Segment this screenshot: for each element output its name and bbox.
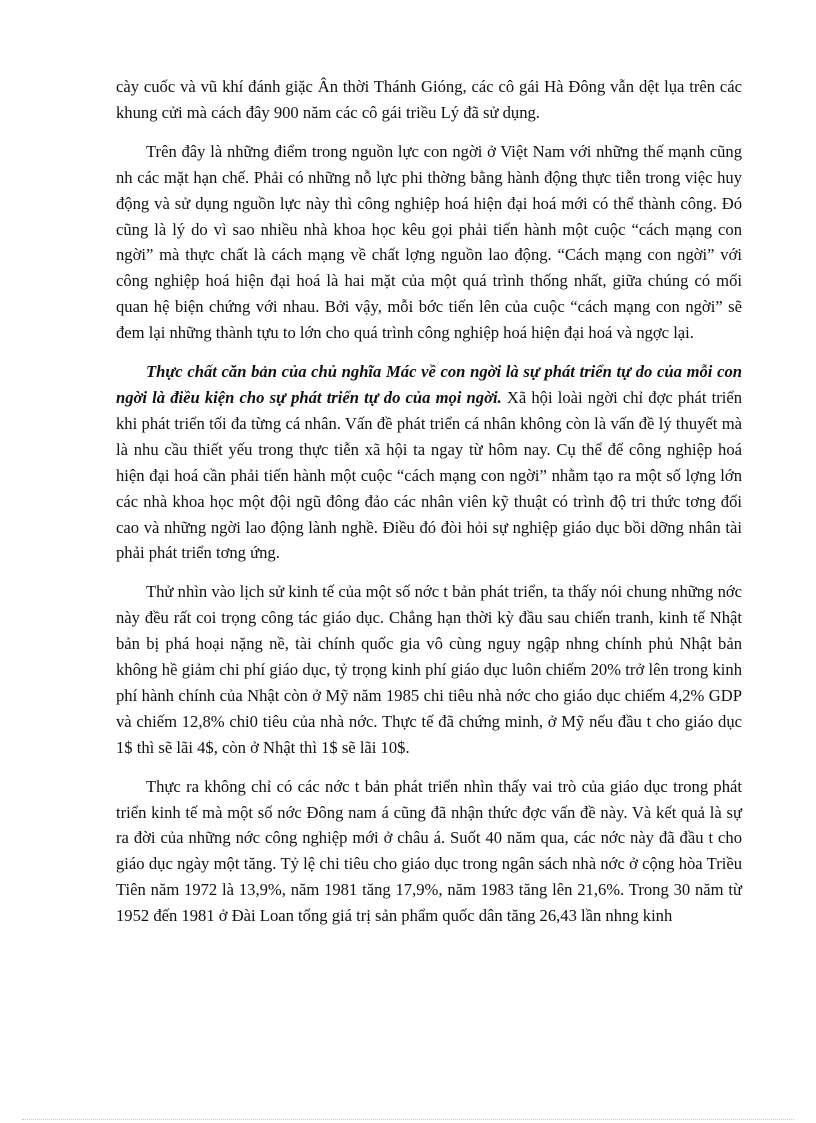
page-bottom-divider	[22, 1119, 794, 1120]
paragraph-3	[116, 359, 742, 566]
paragraph-3-emphasis: Thực chất căn bản của chủ nghĩa Mác về con ngời là sự phát triển tự do của mỗi con ngời là điều kiện cho sự phát triển tự do của mọi ngời.	[116, 362, 742, 407]
paragraph-2: Trên đây là những điểm trong nguồn lực con ngời ở Việt Nam với những thế mạnh cũng nh các mặt hạn chế. Phải có những nỗ lực phi thờng bằng hành động thực tiễn trong việc huy động và sử dụng nguồn lực này thì công nghiệp hoá hiện đại hoá mới có thể thành công. Đó cũng là lý do vì sao nhiều nhà khoa học kêu gọi phải tiến hành một cuộc “cách mạng con ngời” mà thực chất là cách mạng về chất lợng nguồn lao động. “Cách mạng con ngời” với công nghiệp hoá hiện đại hoá là hai mặt của một quá trình thống nhất, giữa chúng có mối quan hệ biện chứng với nhau. Bởi vậy, mỗi bớc tiến lên của cuộc “cách mạng con ngời” sẽ đem lại những thành tựu to lớn cho quá trình công nghiệp hoá hiện đại hoá và ngợc lại.	[116, 141, 742, 343]
paragraph-5: Thực ra không chỉ có các nớc t bản phát triển nhìn thấy vai trò của giáo dục trong phát triển kinh tế mà một số nớc Đông nam á cũng đã nhận thức đợc vấn đề này. Và kết quả là sự ra đời của những nớc công nghiệp mới ở châu á. Suốt 40 năm qua, các nớc này đã đầu t cho giáo dục ngày một tăng. Tỷ lệ chi tiêu cho giáo dục trong ngân sách nhà nớc ở cộng hòa Triều Tiên năm 1972 là 13,9%, năm 1981 tăng 17,9%, năm 1983 tăng lên 21,6%. Trong 30 năm từ 1952 đến 1981 ở Đài Loan tổng giá trị sản phẩm quốc dân tăng 26,43 lần nhng kinh	[116, 776, 742, 926]
paragraph-3-body: Xã hội loài ngời chỉ đợc phát triển khi phát triển tối đa từng cá nhân. Vấn đề phát triển cá nhân không còn là vấn đề lý thuyết mà là nhu cầu thiết yếu trong thực tiễn xã hội ta ngay từ hôm nay. Cụ thể để công nghiệp hoá hiện đại hoá cần phải tiến hành một cuộc “cách mạng con ngời” nhằm tạo ra một số lợng lớn các nhà khoa học một đội ngũ đông đảo các nhân viên kỹ thuật có trình độ tri thức tơng đối cao và những ngời lao động lành nghề. Điều đó đòi hỏi sự nghiệp giáo dục bồi dỡng nhân tài phải phát triển tơng ứng.	[116, 387, 742, 563]
paragraph-1: cày cuốc và vũ khí đánh giặc Ân thời Thánh Gióng, các cô gái Hà Đông vẫn dệt lụa trên các khung cửi mà cách đây 900 năm các cô gái triều Lý đã sử dụng.	[116, 77, 742, 122]
paragraph-4: Thử nhìn vào lịch sử kinh tế của một số nớc t bản phát triển, ta thấy nói chung những nớc này đều rất coi trọng công tác giáo dục. Chẳng hạn thời kỳ đầu sau chiến tranh, kinh tế Nhật bản bị phá hoại nặng nề, tài chính quốc gia vô cùng nguy ngập nhng chính phủ Nhật bản không hề giảm chi phí giáo dục, tỷ trọng kinh phí giáo dục luôn chiếm 20% trở lên trong kinh phí hành chính của Nhật còn ở Mỹ năm 1985 chi tiêu nhà nớc cho giáo dục chiếm 4,2% GDP và chiếm 12,8% chi0 tiêu của nhà nớc. Thực tế đã chứng minh, ở Mỹ nếu đầu t cho giáo dục 1$ thì sẽ lãi 4$, còn ở Nhật thì 1$ sẽ lãi 10$.	[116, 582, 742, 757]
document-page	[116, 74, 742, 942]
